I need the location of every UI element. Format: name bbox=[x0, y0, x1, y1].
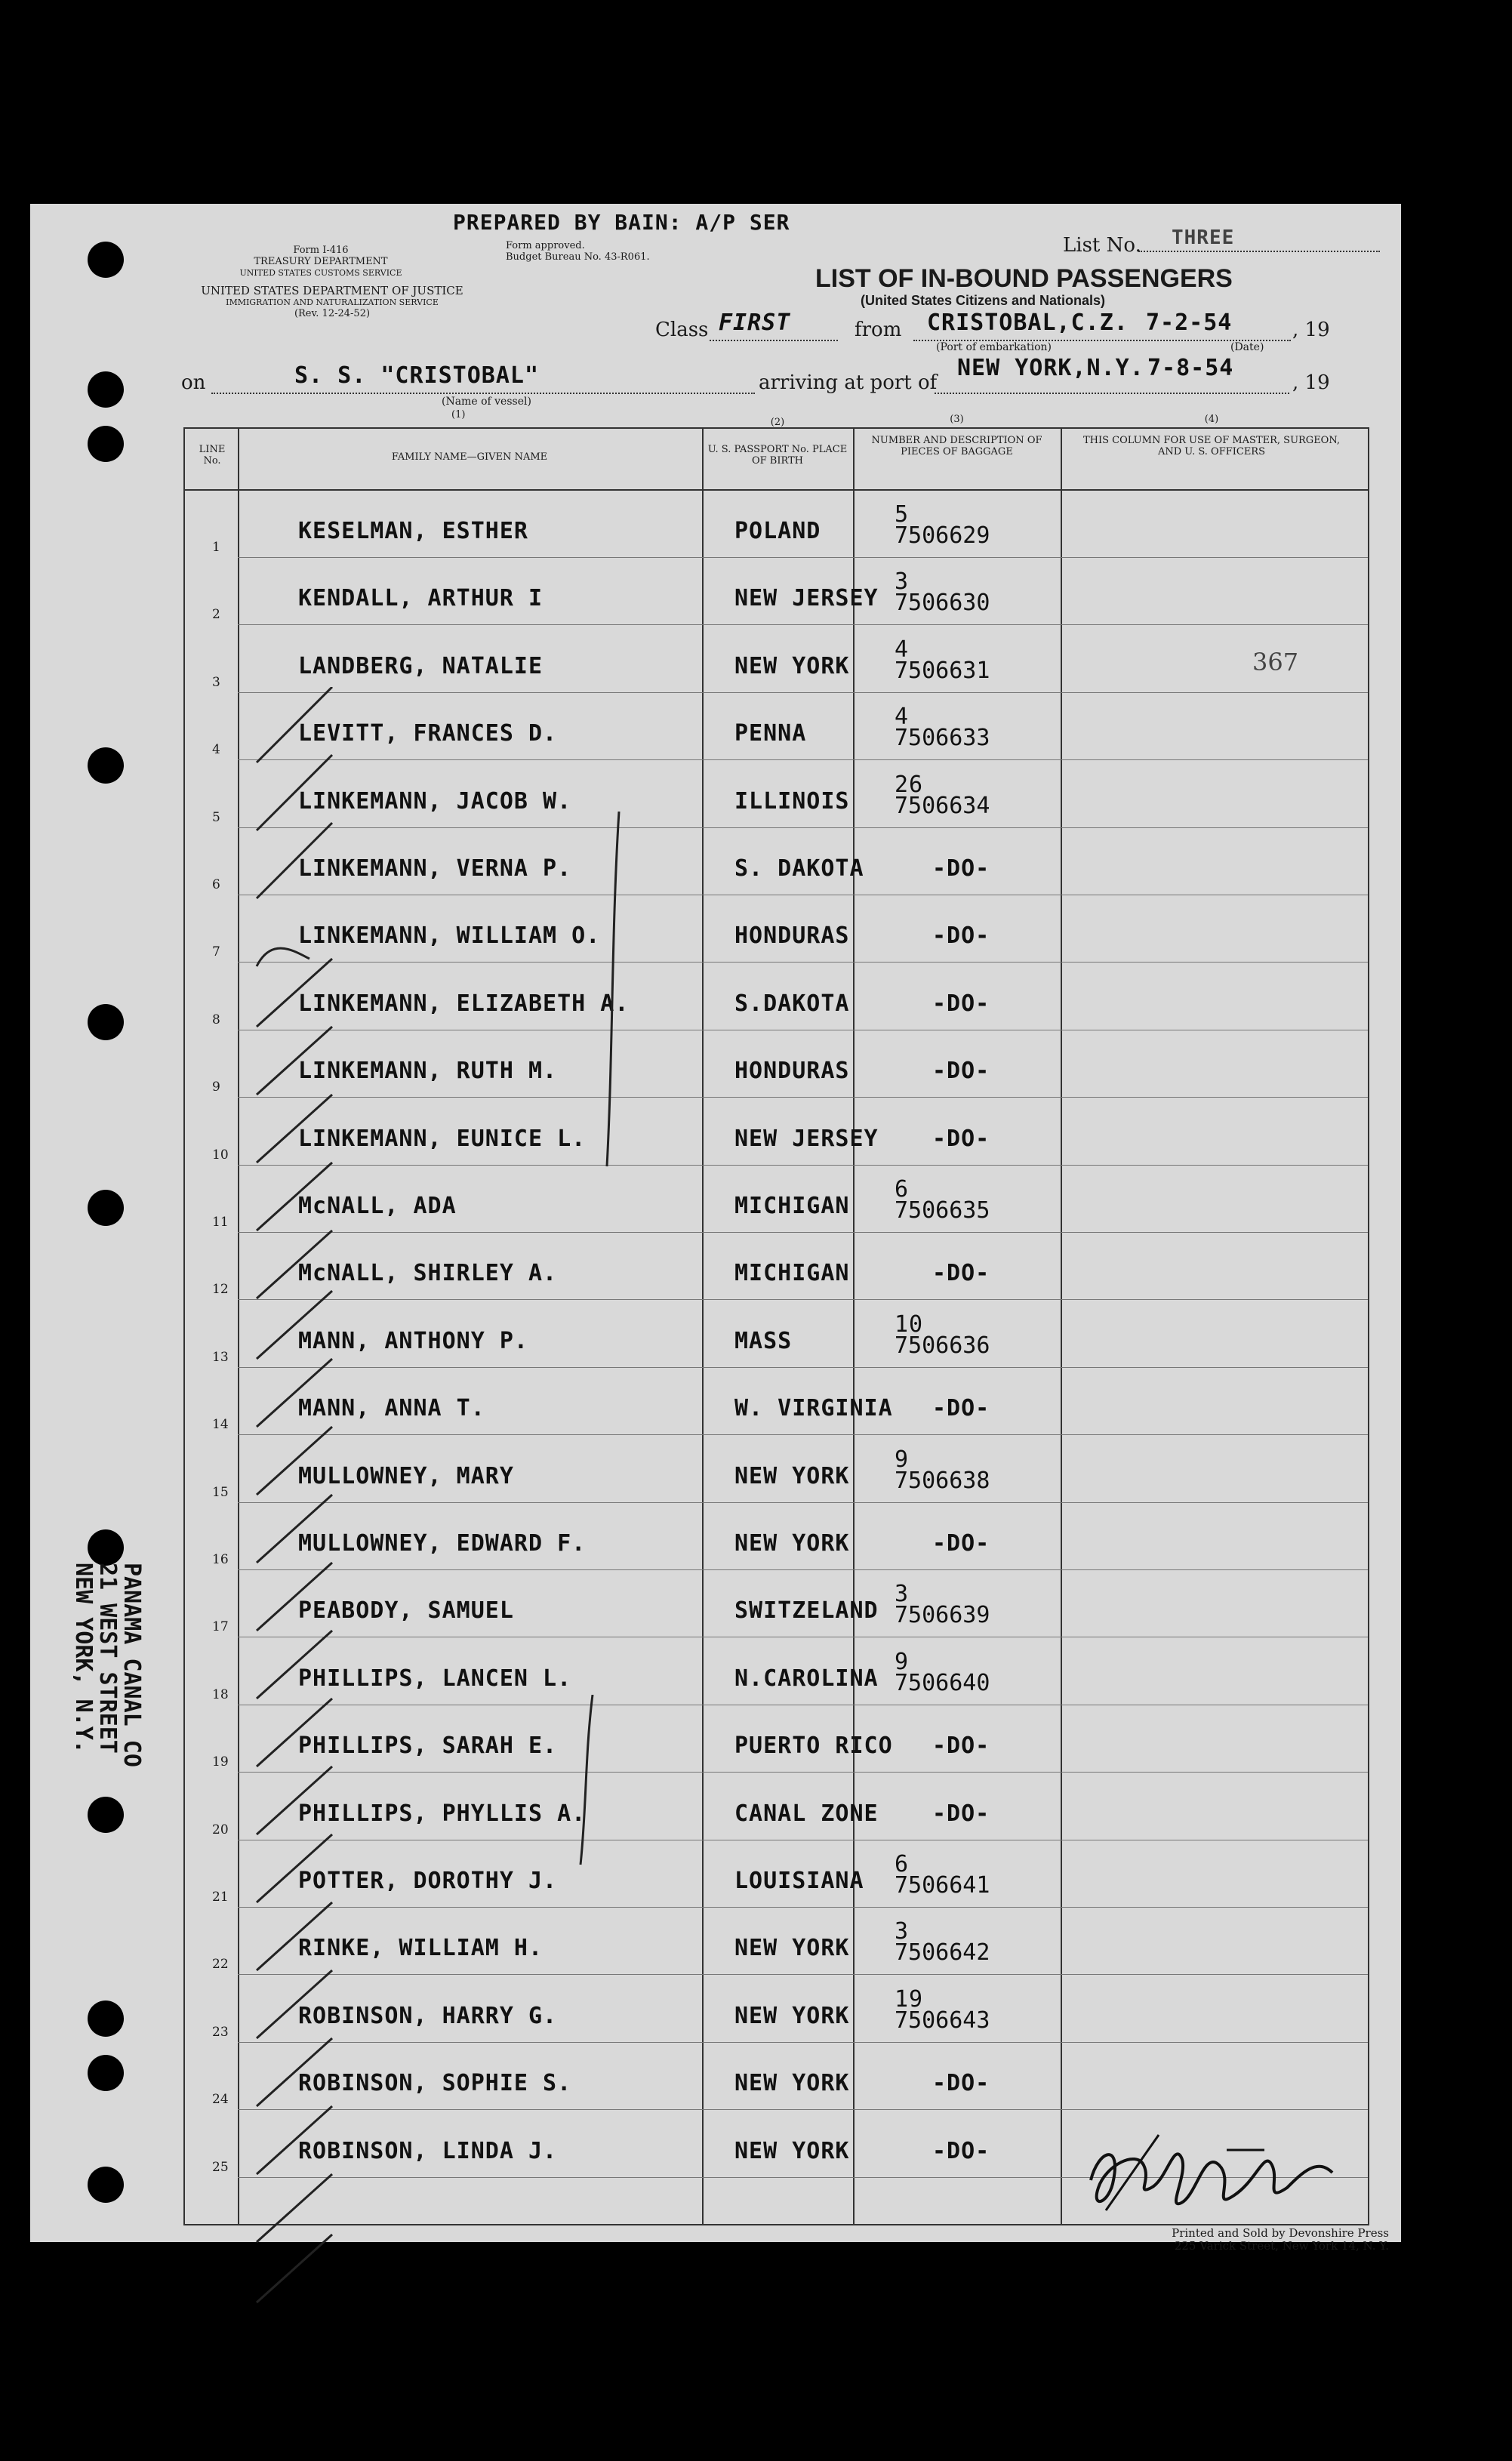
form-number: Form I-416 bbox=[293, 245, 349, 256]
place-of-birth: MICHIGAN bbox=[734, 1260, 850, 1287]
arrival-line bbox=[935, 393, 1289, 394]
vessel-col-number: (1) bbox=[451, 409, 466, 420]
class-line bbox=[710, 340, 838, 341]
place-of-birth: NEW YORK bbox=[734, 2137, 850, 2164]
baggage-count: 19 bbox=[895, 1985, 924, 2013]
passenger-name: PHILLIPS, SARAH E. bbox=[298, 1733, 558, 1760]
line-number: 21 bbox=[212, 1890, 229, 1905]
line-number: 16 bbox=[212, 1552, 229, 1567]
passenger-name: MANN, ANNA T. bbox=[298, 1395, 485, 1422]
baggage-ditto: -DO- bbox=[932, 922, 990, 950]
table-row bbox=[185, 558, 1368, 625]
place-of-birth: LOUISIANA bbox=[734, 1868, 864, 1894]
passenger-name: KENDALL, ARTHUR I bbox=[298, 585, 544, 612]
place-of-birth: NEW YORK bbox=[734, 652, 850, 679]
baggage-count: 9 bbox=[895, 1648, 910, 1675]
treasury-department: TREASURY DEPARTMENT bbox=[254, 256, 388, 267]
line-number: 15 bbox=[212, 1484, 229, 1500]
printer-line-2: 225 Varick Street, New York 14, N. Y. bbox=[1174, 2239, 1389, 2253]
place-of-birth: S.DAKOTA bbox=[734, 990, 850, 1017]
line-number: 24 bbox=[212, 2092, 229, 2108]
place-of-birth: HONDURAS bbox=[734, 1058, 850, 1085]
col-header-officers-num: (4) bbox=[1204, 414, 1219, 425]
place-of-birth: NEW JERSEY bbox=[734, 1125, 879, 1152]
baggage-tag: 7506635 bbox=[895, 1197, 990, 1224]
passenger-name: ROBINSON, LINDA J. bbox=[298, 2137, 558, 2164]
line-number: 6 bbox=[212, 877, 220, 892]
baggage-ditto: -DO- bbox=[932, 855, 990, 882]
binder-hole bbox=[88, 371, 124, 408]
binder-hole bbox=[88, 242, 124, 278]
passenger-name: ROBINSON, SOPHIE S. bbox=[298, 2070, 572, 2097]
immigration-service: IMMIGRATION AND NATURALIZATION SERVICE bbox=[226, 297, 439, 307]
vessel-name: S. S. "CRISTOBAL" bbox=[294, 362, 540, 389]
passenger-name: LINKEMANN, RUTH M. bbox=[298, 1058, 558, 1085]
place-of-birth: POLAND bbox=[734, 518, 821, 544]
baggage-tag: 7506640 bbox=[895, 1669, 990, 1696]
baggage-count: 6 bbox=[895, 1851, 910, 1877]
line-number: 8 bbox=[212, 1012, 220, 1027]
document-title: LIST OF IN-BOUND PASSENGERS bbox=[815, 264, 1233, 293]
col-header-officers bbox=[1076, 414, 1347, 457]
justice-block bbox=[174, 285, 491, 319]
check-marks bbox=[242, 687, 377, 2310]
place-of-birth: NEW YORK bbox=[734, 1530, 850, 1557]
place-of-birth: W. VIRGINIA bbox=[734, 1395, 893, 1422]
line-number: 13 bbox=[212, 1349, 229, 1365]
baggage-ditto: -DO- bbox=[932, 1733, 990, 1760]
baggage-tag: 7506638 bbox=[895, 1467, 990, 1494]
baggage-tag: 7506629 bbox=[895, 522, 990, 549]
line-number: 22 bbox=[212, 1957, 229, 1973]
place-of-birth: HONDURAS bbox=[734, 922, 850, 950]
arrival-year-label: , 19 bbox=[1292, 371, 1330, 394]
passenger-name: LANDBERG, NATALIE bbox=[298, 652, 544, 679]
table-row bbox=[185, 491, 1368, 558]
col-header-baggage-label: NUMBER AND DESCRIPTION OF PIECES OF BAGGAGE bbox=[871, 435, 1042, 457]
place-of-birth: SWITZELAND bbox=[734, 1597, 879, 1625]
baggage-tag: 7506636 bbox=[895, 1332, 990, 1359]
binder-hole bbox=[88, 1004, 124, 1040]
baggage-count: 3 bbox=[895, 1918, 910, 1945]
passenger-name: ROBINSON, HARRY G. bbox=[298, 2002, 558, 2029]
customs-service: UNITED STATES CUSTOMS SERVICE bbox=[239, 268, 402, 278]
binder-hole bbox=[88, 2001, 124, 2037]
family-bracket-linkemann bbox=[604, 812, 627, 1174]
passenger-name: KESELMAN, ESTHER bbox=[298, 518, 528, 544]
on-label: on bbox=[181, 371, 206, 394]
passenger-name: MULLOWNEY, MARY bbox=[298, 1462, 514, 1489]
binder-hole bbox=[88, 747, 124, 784]
form-agency-block bbox=[219, 245, 423, 279]
arrival-port: NEW YORK,N.Y. bbox=[957, 355, 1144, 381]
line-number: 4 bbox=[212, 742, 220, 758]
vessel-line bbox=[211, 393, 755, 394]
baggage-ditto: -DO- bbox=[932, 2070, 990, 2097]
line-number: 7 bbox=[212, 944, 220, 960]
line-number: 2 bbox=[212, 607, 220, 623]
document-subtitle: (United States Citizens and Nationals) bbox=[861, 293, 1106, 308]
margin-stamp-line-3: NEW YORK, N.Y. bbox=[70, 1563, 97, 1754]
col-header-line: LINE No. bbox=[199, 444, 226, 467]
passenger-name: POTTER, DOROTHY J. bbox=[298, 1868, 558, 1894]
line-number: 12 bbox=[212, 1282, 229, 1298]
line-number: 17 bbox=[212, 1619, 229, 1635]
departure-date: 7-2-54 bbox=[1146, 310, 1233, 336]
passenger-name: LINKEMANN, ELIZABETH A. bbox=[298, 990, 630, 1017]
baggage-tag: 7506634 bbox=[895, 792, 990, 819]
baggage-tag: 7506631 bbox=[895, 657, 990, 684]
place-of-birth: MASS bbox=[734, 1327, 793, 1354]
place-of-birth: N.CAROLINA bbox=[734, 1665, 879, 1692]
margin-stamp bbox=[71, 1563, 143, 1767]
col-header-passport-label: U. S. PASSPORT No. PLACE OF BIRTH bbox=[707, 444, 848, 467]
col-header-baggage-num: (3) bbox=[950, 414, 964, 425]
baggage-ditto: -DO- bbox=[932, 1395, 990, 1422]
passenger-name: PEABODY, SAMUEL bbox=[298, 1597, 514, 1625]
family-bracket-phillips bbox=[577, 1695, 600, 1868]
place-of-birth: PENNA bbox=[734, 720, 807, 747]
baggage-tag: 7506639 bbox=[895, 1602, 990, 1629]
line-number: 23 bbox=[212, 2024, 229, 2040]
line-number: 20 bbox=[212, 1822, 229, 1837]
baggage-tag: 7506641 bbox=[895, 1872, 990, 1899]
baggage-count: 9 bbox=[895, 1446, 910, 1473]
binder-hole bbox=[88, 426, 124, 462]
margin-stamp-line-2: 21 WEST STREET bbox=[94, 1563, 121, 1754]
place-of-birth: CANAL ZONE bbox=[734, 1800, 879, 1827]
col-header-passport-num: (2) bbox=[770, 417, 785, 428]
passenger-name: LINKEMANN, VERNA P. bbox=[298, 855, 572, 882]
baggage-tag: 7506633 bbox=[895, 725, 990, 752]
baggage-count: 5 bbox=[895, 501, 910, 528]
baggage-count: 3 bbox=[895, 1581, 910, 1608]
printer-imprint bbox=[1102, 2227, 1389, 2253]
place-of-birth: NEW YORK bbox=[734, 2070, 850, 2097]
form-revision: (Rev. 12-24-52) bbox=[294, 308, 371, 319]
baggage-ditto: -DO- bbox=[932, 1058, 990, 1085]
binder-hole bbox=[88, 1529, 124, 1566]
passenger-name: MULLOWNEY, EDWARD F. bbox=[298, 1530, 587, 1557]
passenger-name: PHILLIPS, LANCEN L. bbox=[298, 1665, 572, 1692]
baggage-count: 3 bbox=[895, 568, 910, 596]
form-approval-block bbox=[506, 240, 650, 263]
place-of-birth: NEW YORK bbox=[734, 1462, 850, 1489]
col-header-name: FAMILY NAME—GIVEN NAME bbox=[391, 451, 548, 463]
passenger-name: RINKE, WILLIAM H. bbox=[298, 1935, 544, 1962]
baggage-tag: 7506642 bbox=[895, 1939, 990, 1967]
list-no-label: List No. bbox=[1063, 234, 1141, 257]
printer-line-1: Printed and Sold by Devonshire Press bbox=[1172, 2226, 1389, 2240]
baggage-ditto: -DO- bbox=[932, 1800, 990, 1827]
place-of-birth: NEW JERSEY bbox=[734, 585, 879, 612]
baggage-count: 6 bbox=[895, 1176, 910, 1203]
line-number: 1 bbox=[212, 540, 220, 555]
line-number: 10 bbox=[212, 1147, 229, 1163]
baggage-ditto: -DO- bbox=[932, 2137, 990, 2164]
vessel-caption: (Name of vessel) bbox=[442, 396, 531, 408]
baggage-ditto: -DO- bbox=[932, 990, 990, 1017]
binder-hole bbox=[88, 1190, 124, 1226]
line-number: 3 bbox=[212, 674, 220, 690]
baggage-tag: 7506643 bbox=[895, 2007, 990, 2034]
port-embarkation-caption: (Port of embarkation) bbox=[936, 341, 1052, 353]
prepared-by-stamp: PREPARED BY BAIN: A/P SER bbox=[453, 210, 790, 235]
table-row bbox=[185, 626, 1368, 693]
line-number: 18 bbox=[212, 1686, 229, 1702]
date-caption: (Date) bbox=[1230, 341, 1264, 353]
justice-department: UNITED STATES DEPARTMENT OF JUSTICE bbox=[201, 284, 463, 297]
line-number: 19 bbox=[212, 1754, 229, 1770]
binder-hole bbox=[88, 2167, 124, 2203]
passenger-name: McNALL, ADA bbox=[298, 1193, 457, 1219]
passenger-name: LEVITT, FRANCES D. bbox=[298, 720, 558, 747]
baggage-tag: 7506630 bbox=[895, 590, 990, 617]
baggage-ditto: -DO- bbox=[932, 1260, 990, 1287]
list-no-value: THREE bbox=[1172, 226, 1235, 249]
list-no-line bbox=[1138, 251, 1380, 252]
baggage-ditto: -DO- bbox=[932, 1125, 990, 1152]
departure-year-label: , 19 bbox=[1292, 319, 1330, 341]
budget-bureau: Budget Bureau No. 43-R061. bbox=[506, 251, 650, 263]
baggage-ditto: -DO- bbox=[932, 1530, 990, 1557]
place-of-birth: S. DAKOTA bbox=[734, 855, 864, 882]
officer-note: 367 bbox=[1252, 648, 1299, 676]
place-of-birth: NEW YORK bbox=[734, 1935, 850, 1962]
binder-hole bbox=[88, 1797, 124, 1833]
arrival-date: 7-8-54 bbox=[1147, 355, 1234, 381]
from-label: from bbox=[855, 319, 902, 341]
binder-hole bbox=[88, 2055, 124, 2091]
col-header-officers-label: THIS COLUMN FOR USE OF MASTER, SURGEON, AND U. S. OFFICERS bbox=[1082, 435, 1341, 457]
baggage-count: 4 bbox=[895, 636, 910, 663]
margin-stamp-line-1: PANAMA CANAL CO bbox=[119, 1563, 145, 1767]
arriving-label: arriving at port of bbox=[759, 371, 938, 394]
form-approved: Form approved. bbox=[506, 240, 585, 251]
passenger-name: LINKEMANN, EUNICE L. bbox=[298, 1125, 587, 1152]
col-header-baggage bbox=[857, 414, 1057, 457]
baggage-count: 4 bbox=[895, 704, 910, 731]
place-of-birth: ILLINOIS bbox=[734, 787, 850, 815]
class-value: FIRST bbox=[719, 310, 791, 336]
place-of-birth: NEW YORK bbox=[734, 2002, 850, 2029]
col-header-passport bbox=[706, 417, 849, 467]
manifest-page bbox=[30, 204, 1401, 2253]
passenger-name: LINKEMANN, JACOB W. bbox=[298, 787, 572, 815]
officer-signature bbox=[1076, 2120, 1363, 2225]
line-number: 5 bbox=[212, 809, 220, 825]
line-number: 14 bbox=[212, 1417, 229, 1433]
port-of-embarkation: CRISTOBAL,C.Z. bbox=[927, 310, 1129, 336]
line-number: 9 bbox=[212, 1080, 220, 1095]
passenger-name: McNALL, SHIRLEY A. bbox=[298, 1260, 558, 1287]
passenger-name: PHILLIPS, PHYLLIS A. bbox=[298, 1800, 587, 1827]
class-label: Class bbox=[655, 319, 709, 341]
line-number: 25 bbox=[212, 2159, 229, 2175]
place-of-birth: MICHIGAN bbox=[734, 1193, 850, 1219]
passenger-name: MANN, ANTHONY P. bbox=[298, 1327, 528, 1354]
baggage-count: 10 bbox=[895, 1311, 924, 1338]
baggage-count: 26 bbox=[895, 771, 924, 798]
line-number: 11 bbox=[212, 1215, 229, 1230]
place-of-birth: PUERTO RICO bbox=[734, 1733, 893, 1760]
passenger-name: LINKEMANN, WILLIAM O. bbox=[298, 922, 601, 950]
